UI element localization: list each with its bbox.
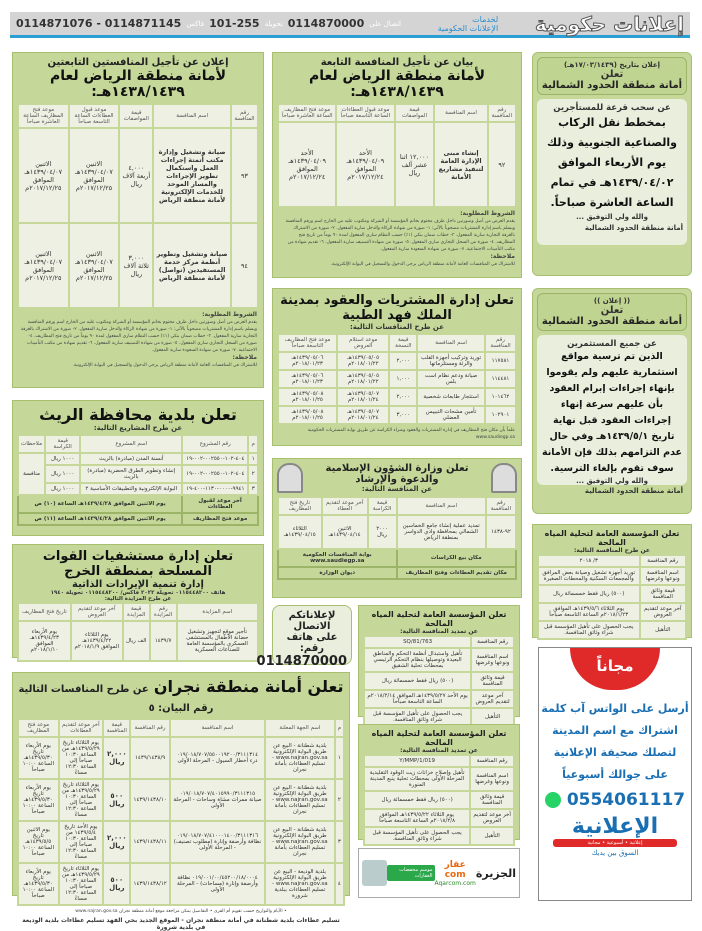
table-row: ٩٣ صيانة وتشغيل وإدارة مكتب أتمتة إجراءات العمل واستكمال تطوير الإجراءات والمسار الموحد للخدمات الإلكترونية لأمانة منطقة الرياض ٤,٠٠٠ أربعة آلاف ريال الاثنين ١٤٣٩/٠٤/٠٧هـ الموافق ٢٠١٧/١٢/٢٥م الاثنين ١٤٣٩/٠٤/٠٧هـ الموافق ٢٠١٧/١٢/٢٥م [18,128,258,223]
ad-swcc-extension-2: تعلن المؤسسة العامة لتحلية المياه المالحة عن تمديد المنافسة التالية: رقم المنافسة Y/MMP/1/019 اسم المنافسة ونوعها وغرضها تأهيل وإصلاح خزانات زيت الوقود التقليدية المرحلة الأولى بمحطات تحلية ينبع المدينة المنورة قيمة وثائق المنافسة (٥٠٠) ريال فقط خمسمائة ريال آخر موعد لتقديم العروض يوم الثلاثاء ١٤٣٩/٥/٢٢هـ الموافق ٢٠١٨/٢/٨م الساعة التاسعة صباحاً التأهيل يجب الحصول على تأهيل المؤسسة قبل شراء وثائق المنافسة. [358,724,520,840]
ad-rayth-municipality: تعلن بلدية محافظة الريث عن طرح المشاريع التالية: م رقم المشروع اسم المشروع قيمة الكراسة ملاحظات ١ ٤٠٤-١٠٢-٠٠٢٥٥٠-٠٠٢-١٩ أنسنة المدن (مبادرة) بالريث ١٠٠٠ ريال منافسة ٢ ٤٠٤-١٠٢-٠٠٢٥٥٠-٠٠٢-١٩ إنشاء وتطوير الطرق الحضرية (مبادرة) بالريث ١٠٠٠ ريال ٣ ٩٩٤١-٠٠٠٠-١١٣٠-٤٠٠-١٩ البوابة الإلكترونية والتطبيقات الأساسية ٢ ١٠٠٠ ريال آخر موعد لقبول العطاءات يوم الاثنين الموافق ١٤٣٩/٤/٢٨هـ الساعة (١٠) ص موعد فتح المظاريف يوم الاثنين الموافق ١٤٣٩/٤/٢٨هـ الساعة (١١) ص [12,400,264,536]
ad-northern-borders-investors: (( إعلان )) تعلن أمانة منطقة الحدود الشمالية عن جميع المستثمرين الذين تم ترسية مواقع استثمارية عليهم ولم يقوموا بإنهاء إجراءات إبرام العقود بأن عليهم سرعة إنهاء إجراءات العقود قبل نهاية تاريخ ١٤٣٩/٥/١هـ وفي حال عدم التزامهم بذلك فإن الأمانة سوف تقوم بإلغاء الترسية. والله ولي التوفيق ... أمانة منطقة الحدود الشمالية [532,288,692,514]
table-row: ٢ بلدية شطنانة - البيع عن طريق البوابة الإلكترونية www.najran.gov.sa - تسليم العطاءات بأمانة نجران ٠١٩/٠١٨/٧٠٧/٤٠١٥٩٩٠/٣١١١٣١٥ صيانة ممرات مشاة وساحات - المرحلة الأولى ١٤٣٩/١٤٣٨/١٠ ٥٠٠ ريال يوم الثلاثاء تاريخ ١٤٣٩/٥/٢٩هـ من الساعة ١٠:٣٠ صباحاً إلى الساعة ١٢:٣٠ مساءً يوم الأربعاء تاريخ ١٤٣٩/٥/٣٠هـ الساعة ١٠:٠٠ صباحاً [18,779,344,821]
table-row: تأجير موقع لتجهيز وتشغيل حضانة الأطفال بالمستشفى العسكري بالمؤسسة العامة للصناعات العسكرية ١٤٣٩/٧ الف ريال يوم الثلاثاء ١٤٣٩/٤/٢٢هـ الموافق ٢٠١٨/١/٩م يوم الأربعاء ١٤٣٩/٤/٢٣هـ الموافق ٢٠١٨/١/١٠م [18,621,258,661]
tender-table: رقم المنافسة اسم المنافسة قيمة الكراسة آخر موعد لتقديم العطاء تاريخ فتح المظاريف ٩٢-١٤٣٨ تمديد عملية إنشاء جامع الخماسين الشمالي بمحافظة وادي الدواسر بمنطقة الرياض ٢٠٠٠ ريال الاثنين ١٤٣٩/٠٤/١٤هـ الثلاثاء ١٤٣٩/٠٤/١٥هـ مكان بيع الكراسات بوابة المنافسات الحكومية www.saudiegp.sa مكان تقديم العطاءات وفتح المظاريف ديوان الوزارة [277,496,517,580]
tender-details-table: رقم المنافسة SQ/81/763 اسم المنافسة ونوعها وغرضها تأهيل واستبدال أنظمة التحكم والمناطق البعيدة وتوصيلها بنظام التحكم الرئيسي بمحطات تحلية الشقيق قيمة وثائق المنافسة (٥٠٠) ريال فقط خمسمائة ريال آخر موعد لتقديم العروض يوم الأحد ١٤٣٩/٥/٢٧هـ الموافق ٢٠١٨/٢/١٤م الساعة التاسعة صباحاً التأهيل يجب الحصول على تأهيل المؤسسة قبل شراء وثائق المنافسة. [363,635,515,727]
projects-table: م رقم المشروع اسم المشروع قيمة الكراسة ملاحظات ١ ٤٠٤-١٠٢-٠٠٢٥٥٠-٠٠٢-١٩ أنسنة المدن (مبادرة) بالريث ١٠٠٠ ريال منافسة ٢ ٤٠٤-١٠٢-٠٠٢٥٥٠-٠٠٢-١٩ إنشاء وتطوير الطرق الحضرية (مبادرة) بالريث ١٠٠٠ ريال ٣ ٩٩٤١-٠٠٠٠-١١٣٠-٤٠٠-١٩ البوابة الإلكترونية والتطبيقات الأساسية ٢ ١٠٠٠ ريال آخر موعد لقبول العطاءات يوم الاثنين الموافق ١٤٣٩/٤/٢٨هـ الساعة (١٠) ص موعد فتح المظاريف يوم الاثنين الموافق ١٤٣٩/٤/٢٨هـ الساعة (١١) ص [17,434,259,526]
tender-table: رقم المنافسة اسم المنافسة قيمة المواصفات موعد قبول العطاءات الساعة التاسعة صباحاً موعد فتح المظاريف الساعة العاشرة صباحاً ٩٣ صيانة وتشغيل وإدارة مكتب أتمتة إجراءات العمل واستكمال تطوير الإجراءات والمسار الموحد للخدمات الإلكترونية لأمانة منطقة الرياض ٤,٠٠٠ أربعة آلاف ريال الاثنين ١٤٣٩/٠٤/٠٧هـ الموافق ٢٠١٧/١٢/٢٥م الاثنين ١٤٣٩/٠٤/٠٧هـ الموافق ٢٠١٧/١٢/٢٥م ٩٤ صيانة وتشغيل وتطوير أنظمة مركز خدمة المستفيدين (تواصل) لأمانة منطقة الرياض ٣,٠٠٠ ثلاثة آلاف ريال الاثنين ١٤٣٩/٠٤/٠٧هـ الموافق ٢٠١٧/١٢/٢٥م الاثنين ١٤٣٩/٠٤/٠٧هـ الموافق ٢٠١٧/١٢/٢٥م [17,103,259,309]
contact-phones: 0114871076 - 0114871145 فاكس 101-255 تحويلة 0114870000 اتصال على [16,17,401,30]
ad-riyadh-postponement-93-94: إعلان عن تأجيل المنافستين التابعتين لأمانة منطقة الرياض لعام ١٤٣٨/١٤٣٩هـ: رقم المنافسة اسم المنافسة قيمة المواصفات موعد قبول العطاءات الساعة التاسعة صباحاً موعد فتح المظاريف الساعة العاشرة صباحاً ٩٣ صيانة وتشغيل وإدارة مكتب أتمتة إجراءات العمل واستكمال تطوير الإجراءات والمسار الموحد للخدمات الإلكترونية لأمانة منطقة الرياض ٤,٠٠٠ أربعة آلاف ريال الاثنين ١٤٣٩/٠٤/٠٧هـ الموافق ٢٠١٧/١٢/٢٥م الاثنين ١٤٣٩/٠٤/٠٧هـ الموافق ٢٠١٧/١٢/٢٥م ٩٤ صيانة وتشغيل وتطوير أنظمة مركز خدمة المستفيدين (تواصل) لأمانة منطقة الرياض ٣,٠٠٠ ثلاثة آلاف ريال الاثنين ١٤٣٩/٠٤/٠٧هـ الموافق ٢٠١٧/١٢/٢٥م الاثنين ١٤٣٩/٠٤/٠٧هـ الموافق ٢٠١٧/١٢/٢٥م الشروط المطلوبة: يقدم العرض من أصل وصورتين داخل ظرف مختوم بخاتم المؤسسة أو الشركة ومكتوب عليه من الخارج اسم ورقم المنافسة ويسلم باسم إدارة المشتريات مصحوباً بالآتي: ١- صورة من شهادة الزكاة والدخل سارية المفعول. ٢- صورة من الاشتراك بالغرفة التجارية سارية المفعول. ٣- خطاب ضمان بنكي (١٪) حسب النظام ساري المفعول لمدة ٩٠ يوماً من تاريخ فتح المظاريف. ٤- صورة من السجل التجاري ساري المفعول. ٥- صورة من شهادة التصنيف سارية المفعول. ٦- تقديم شهادة من مكتب التأمينات الاجتماعية. ٧- صورة من شهادة السعودة سارية المفعول. ملاحظة: للاشتراك في المنافسات العامة لأمانة منطقة الرياض يرجى الدخول والتسجيل في البوابة الإلكترونية. [12,52,264,388]
table-row: ٢ ٤٠٤-١٠٢-٠٠٢٥٥٠-٠٠٢-١٩ إنشاء وتطوير الطرق الحضرية (مبادرة) بالريث ١٠٠٠ ريال [18,465,258,483]
ad-kfmc-procurement: تعلن إدارة المشتريات والعقود بمدينة الملك فهد الطبية عن طرح المنافسات التالية: رقم المنافسة اسم المنافسة قيمة النسخة موعد استلام العروض موعد فتح المظاريف التاسعة صباحاً ١١٧٥٨١ توريد وتركيب أجهزة القلب والرئة ومستلزماتها ٢,٠٠٠ ١٤٣٩/٠٥/٠٥هـ ٢٠١٨/٠١/٢٢م ١٤٣٩/٠٥/٠٦هـ ٢٠١٨/٠١/٢٣م ١١٤٤٨١ صيانة ودعم نظام است بلس ١,٠٠٠ ١٤٣٩/٠٥/٠٥هـ ٢٠١٨/٠١/٢٢م ١٤٣٩/٠٥/٠٦هـ ٢٠١٨/٠١/٢٣م ١٠١٤٦٢ استئجار طابعات شخصية ٢,٠٠٠ ١٤٣٩/٠٥/٠٧هـ ٢٠١٨/٠١/٢٤م ١٤٣٩/٠٥/٠٨هـ ٢٠١٨/٠١/٢٥م ١٠٢٩٠١ تأمين مشحات التبييس العضلي ٣,٠٠٠ ١٤٣٩/٠٥/٠٧هـ ٢٠١٨/٠١/٢٤م ١٤٣٩/٠٥/٠٨هـ ٢٠١٨/٠١/٢٥م علماً بأن مكان فتح المظاريف في إدارة المشتريات والعقود وشراء الكراسة عن طريق بوابة المشتريات الحكومية www.saudiegp.sa [272,288,522,446]
tender-table: رقم المنافسة اسم المنافسة قيمة المواصفات موعد قبول العطاءات الساعة التاسعة صباحاً موعد فتح المظاريف الساعة العاشرة صباحاً ٩٢ إنشاء مبنى الإدارة العامة لتنفيذ مشاريع الأمانة ١٢,٠٠٠ اثنا عشر ألف ريال الأحد ١٤٣٩/٠٤/٠٩هـ الموافق ٢٠١٧/١٢/٢٤م الأحد ١٤٣٩/٠٤/٠٩هـ الموافق ٢٠١٧/١٢/٢٤م [277,103,517,208]
table-row: ٩٢ إنشاء مبنى الإدارة العامة لتنفيذ مشاريع الأمانة ١٢,٠٠٠ اثنا عشر ألف ريال الأحد ١٤٣٩/٠٤/٠٩هـ الموافق ٢٠١٧/١٢/٢٤م الأحد ١٤٣٩/٠٤/٠٩هـ الموافق ٢٠١٧/١٢/٢٤م [278,122,516,207]
ad-kharj-armed-forces-hospitals: تعلن إدارة مستشفيات القوات المسلحة بمنطقة الخرج إدارة تنمية الإيرادات الذاتية هاتف ٠١١٥٤٤٨٢٠٠ تحويلة ٢٠٢٢ فاكس/ ٠١١٥٤٤٨٢٠٠ تحويلة ١٩٤٠ عن طرح المزايدة التالية: اسم المزايدة رقم المزايدة قيمة المزايدة آخر موعد لتقديم العروض تاريخ فتح المظاريف تأجير موقع لتجهيز وتشغيل حضانة الأطفال بالمستشفى العسكري بالمؤسسة العامة للصناعات العسكرية ١٤٣٩/٧ الف ريال يوم الثلاثاء ١٤٣٩/٤/٢٢هـ الموافق ٢٠١٨/١/٩م يوم الأربعاء ١٤٣٩/٤/٢٣هـ الموافق ٢٠١٨/١/١٠م [12,544,264,658]
ad-northern-borders-draw: إعلان بتاريخ (١٧/٠٣/١٤٣٩هـ) تعلن أمانة منطقة الحدود الشمالية عن سحب قرعة للمستأجرين بمخطط نقل الركاب والصناعية الجنوبية وذلك يوم الأربعاء الموافق ١٤٣٩/٠٤/٠٢هـ في تمام الساعة العاشرة صباحاً. والله ولي التوفيق ... أمانة منطقة الحدود الشمالية [532,52,692,276]
aljazirah-logo: الجزيرة [475,866,516,880]
section-title: إعلانات حكومية [534,11,684,36]
fax-numbers: 0114871076 - 0114871145 [16,17,182,30]
table-row: ٩٤ صيانة وتشغيل وتطوير أنظمة مركز خدمة المستفيدين (تواصل) لأمانة منطقة الرياض ٣,٠٠٠ ثلاثة آلاف ريال الاثنين ١٤٣٩/٠٤/٠٧هـ الموافق ٢٠١٧/١٢/٢٥م الاثنين ١٤٣٩/٠٤/٠٧هـ الموافق ٢٠١٧/١٢/٢٥م [18,223,258,308]
table-row: ١١٧٥٨١ توريد وتركيب أجهزة القلب والرئة ومستلزماتها ٢,٠٠٠ ١٤٣٩/٠٥/٠٥هـ ٢٠١٨/٠١/٢٢م ١٤٣٩/٠٥/٠٦هـ ٢٠١٨/٠١/٢٣م [278,352,516,370]
services-label: لخدمات الإعلانات الحكومية [437,14,499,33]
ad-swcc-extension-1: تعلن المؤسسة العامة لتحلية المياه المالحة عن تمديد المنافسة التالية: رقم المنافسة SQ/81/763 اسم المنافسة ونوعها وغرضها تأهيل واستبدال أنظمة التحكم والمناطق البعيدة وتوصيلها بنظام التحكم الرئيسي بمحطات تحلية الشقيق قيمة وثائق المنافسة (٥٠٠) ريال فقط خمسمائة ريال آخر موعد لتقديم العروض يوم الأحد ١٤٣٩/٥/٢٧هـ الموافق ٢٠١٨/٢/١٤م الساعة التاسعة صباحاً التأهيل يجب الحصول على تأهيل المؤسسة قبل شراء وثائق المنافسة. [358,605,520,717]
aqarcom-logo: عقار com [444,859,466,880]
ad-riyadh-postponement-92: بيان عن تأجيل المنافسة التابعة لأمانة منطقة الرياض لعام ١٤٣٨/١٤٣٩هـ: رقم المنافسة اسم المنافسة قيمة المواصفات موعد قبول العطاءات الساعة التاسعة صباحاً موعد فتح المظاريف الساعة العاشرة صباحاً ٩٢ إنشاء مبنى الإدارة العامة لتنفيذ مشاريع الأمانة ١٢,٠٠٠ اثنا عشر ألف ريال الأحد ١٤٣٩/٠٤/٠٩هـ الموافق ٢٠١٧/١٢/٢٤م الأحد ١٤٣٩/٠٤/٠٩هـ الموافق ٢٠١٧/١٢/٢٤م الشروط المطلوبة: يقدم العرض من أصل وصورتين داخل ظرف مختوم بخاتم المؤسسة أو الشركة ومكتوب عليه من الخارج اسم ورقم المنافسة ويسلم باسم إدارة المشتريات مصحوباً بالآتي: ١- صورة من شهادة الزكاة والدخل سارية المفعول. ٢- صورة من الاشتراك بالغرفة التجارية سارية المفعول. ٣- خطاب ضمان بنكي (١٪) حسب النظام ساري المفعول لمدة ٩٠ يوماً من تاريخ فتح المظاريف. ٤- صورة من السجل التجاري ساري المفعول. ٥- صورة من شهادة التصنيف سارية المفعول. ٦- تقديم شهادة من مكتب التأمينات الاجتماعية. ٧- صورة من شهادة السعودة سارية المفعول. ملاحظة: للاشتراك في المنافسات العامة لأمانة منطقة الرياض يرجى الدخول والتسجيل في البوابة الإلكترونية. [272,52,522,278]
table-row: ١٠٢٩٠١ تأمين مشحات التبييس العضلي ٣,٠٠٠ ١٤٣٩/٠٥/٠٧هـ ٢٠١٨/٠١/٢٤م ١٤٣٩/٠٥/٠٨هـ ٢٠١٨/٠١/٢٥م [278,406,516,424]
tender-details-table: رقم المنافسة Y/MMP/1/019 اسم المنافسة ونوعها وغرضها تأهيل وإصلاح خزانات زيت الوقود التقليدية المرحلة الأولى بمحطات تحلية ينبع المدينة المنورة قيمة وثائق المنافسة (٥٠٠) ريال فقط خمسمائة ريال آخر موعد لتقديم العروض يوم الثلاثاء ١٤٣٩/٥/٢٢هـ الموافق ٢٠١٨/٢/٨م الساعة التاسعة صباحاً التأهيل يجب الحصول على تأهيل المؤسسة قبل شراء وثائق المنافسة. [363,754,515,846]
ministry-logo-icon [277,463,303,493]
extension: 101-255 [209,17,260,30]
ad-islamic-affairs: تعلن وزارة الشؤون الإسلامية والدعوة والإرشاد عن المنافسة التالية: رقم المنافسة اسم المنافسة قيمة الكراسة آخر موعد لتقديم العطاء تاريخ فتح المظاريف ٩٢-١٤٣٨ تمديد عملية إنشاء جامع الخماسين الشمالي بمحافظة وادي الدواسر بمنطقة الرياض ٢٠٠٠ ريال الاثنين ١٤٣٩/٠٤/١٤هـ الثلاثاء ١٤٣٩/٠٤/١٥هـ مكان بيع الكراسات بوابة المنافسات الحكومية www.saudiegp.sa مكان تقديم العطاءات وفتح المظاريف ديوان الوزارة [272,458,522,598]
ad-body: الذين تم ترسية مواقع استثمارية عليهم ولم يقوموا بإنهاء إجراءات إبرام العقود بأن عليهم سرعة إنهاء إجراءات العقود قبل نهاية تاريخ ١٤٣٩/٥/١هـ وفي حال عدم التزامهم بذلك فإن الأمانة سوف تقوم بإلغاء الترسية. [541,351,683,474]
table-row: ١ ٤٠٤-١٠٢-٠٠٢٥٥٠-٠٠٢-١٩ أنسنة المدن (مبادرة) بالريث ١٠٠٠ ريال منافسة [18,453,258,465]
table-row: ٩٢-١٤٣٨ تمديد عملية إنشاء جامع الخماسين الشمالي بمحافظة وادي الدواسر بمنطقة الرياض ٢٠٠٠ ريال الاثنين ١٤٣٩/٠٤/١٤هـ الثلاثاء ١٤٣٩/٠٤/١٥هـ [278,515,516,549]
table-row: ١ بلدية شطنانة - البيع عن طريق البوابة الإلكترونية www.najran.gov.sa - تسليم العطاءات بأمانة نجران ٠١٩/٠١٨/٧٠٧/٥٥٠٠١٩٢٠٠/٣١١١٣١٤ درء أخطار السيول - المرحلة الأولى ١٤٣٩/١٤٣٨/٩ ٢,٠٠٠ ريال يوم الثلاثاء تاريخ ١٤٣٩/٥/٢٩هـ من الساعة ١٠:٣٠ صباحاً إلى الساعة ١٢:٣٠ مساءً يوم الأربعاء تاريخ ١٤٣٩/٥/٣٠هـ الساعة ١٠:٠٠ صباحاً [18,737,344,779]
alelanya-logo: الإعلانية [571,814,659,839]
ad-body: بمخطط نقل الركاب والصناعية الجنوبية وذلك يوم الأربعاء الموافق ١٤٣٩/٠٤/٠٢هـ في تمام الساعة العاشرة صباحاً. [547,116,677,209]
auction-table: اسم المزايدة رقم المزايدة قيمة المزايدة آخر موعد لتقديم العروض تاريخ فتح المظاريف تأجير موقع لتجهيز وتشغيل حضانة الأطفال بالمستشفى العسكري بالمؤسسة العامة للصناعات العسكرية ١٤٣٩/٧ الف ريال يوم الثلاثاء ١٤٣٩/٤/٢٢هـ الموافق ٢٠١٨/١/٩م يوم الأربعاء ١٤٣٩/٤/٢٣هـ الموافق ٢٠١٨/١/١٠م [17,602,259,662]
ad-swcc-tender: تعلن المؤسسة العامة لتحلية المياه المالحة عن طرح المنافسة التالية: رقم المنافسة ٣/ ٢٠١٨ اسم المنافسة ونوعها وغرضها توريد أجهزة تشغيل وصيانة بعض المرافق والمجمعات السكنية والمحطات الصغيرة قيمة وثائق المنافسة (٥٠٠) ريال فقط خمسمائة ريال آخر موعد لتقديم العروض يوم الثلاثاء ١٤٣٩/٥/٦هـ الموافق ٢٠١٨/١/٢٣م الساعة التاسعة صباحاً التأهيل يجب الحصول على تأهيل المؤسسة قبل شراء وثائق المنافسة. [532,524,692,638]
contact-box: لإعلاناتكم الاتصال على هاتف رقم: 0114870000 [272,605,352,665]
promo-whatsapp-subscription: مجاناً أرسل على الواتس آب كلمة اشتراك مع اسم المدينة لتصلك صحيفة الإعلانية على جوالك أسبوعياً 0554061117 الإعلانية إعلانية • أسبوعية • مجانية السوق بين يديك [538,647,692,901]
free-badge: مجاناً [570,648,660,690]
ministry-logo-icon [491,463,517,493]
page-header [10,12,690,38]
ad-najran-municipality: تعلن أمانة منطقة نجران عن طرح المنافسات التالية رقم البيان: ٥ م اسم الجهة المعلنة اسم المنافسة رقم المنافسة قيمة المنافسة آخر موعد لتقديم العطاءات موعد فتح المظاريف ١ بلدية شطنانة - البيع عن طريق البوابة الإلكترونية www.najran.gov.sa - تسليم العطاءات بأمانة نجران ٠١٩/٠١٨/٧٠٧/٥٥٠٠١٩٢٠٠/٣١١١٣١٤ درء أخطار السيول - المرحلة الأولى ١٤٣٩/١٤٣٨/٩ ٢,٠٠٠ ريال يوم الثلاثاء تاريخ ١٤٣٩/٥/٢٩هـ من الساعة ١٠:٣٠ صباحاً إلى الساعة ١٢:٣٠ مساءً يوم الأربعاء تاريخ ١٤٣٩/٥/٣٠هـ الساعة ١٠:٠٠ صباحاً ٢ بلدية شطنانة - البيع عن طريق البوابة الإلكترونية www.najran.gov.sa - تسليم العطاءات بأمانة نجران ٠١٩/٠١٨/٧٠٧/٤٠١٥٩٩٠/٣١١١٣١٥ صيانة ممرات مشاة وساحات - المرحلة الأولى ١٤٣٩/١٤٣٨/١٠ ٥٠٠ ريال يوم الثلاثاء تاريخ ١٤٣٩/٥/٢٩هـ من الساعة ١٠:٣٠ صباحاً إلى الساعة ١٢:٣٠ مساءً يوم الأربعاء تاريخ ١٤٣٩/٥/٣٠هـ الساعة ١٠:٠٠ صباحاً ٣ بلدية شطنانة - البيع عن طريق البوابة الإلكترونية www.najran.gov.sa - تسليم العطاءات بأمانة نجران ٠١٩/٠١٨/٧٠٧/٤١٠٠٠١٤٠٠/٣١١١٣١٦ نظافة وأرصفة وإنارة (مطلوب تصنيف) - المرحلة الأولى ١٤٣٩/١٤٣٨/١١ ٢,٠٠٠ ريال يوم الأحد تاريخ ١٤٣٩/٥/٤ من الساعة ١٠:٣٠ صباحاً إلى الساعة ١٢:٣٠ مساءً يوم الاثنين تاريخ ١٤٣٩/٥/٥هـ الساعة ١٠:٠٠ صباحاً ٤ بلدية الوديعة - البيع عن طريق البوابة الإلكترونية www.najran.gov.sa - تسليم العطاءات ببلدية شرورة ٠١٩/٠٠١/٠٠/٤٥٢٠٠/١٨/٠٠٠٤ نظافة وأرصفة وإنارة (مساحات) - المرحلة الأولى ١٤٣٩/١٤٣٨/١٢ ٥٠٠ ريال يوم الثلاثاء تاريخ ١٤٣٩/٥/٢٩هـ من الساعة ١٠:٣٠ صباحاً إلى الساعة ١٢:٣٠ مساءً يوم الأربعاء تاريخ ١٤٣٩/٥/٣٠هـ الساعة ١٠:٠٠ صباحاً • الأيام والتواريخ حسب تقويم أم القرى • التفاصيل يمكن مراجعة موقع أمانة منطقة نجران www.najran.gov.sa تسليم عطاءات بلدية شطنانة في أمانة منطقة نجران - الموقع الجديد بحي الفهد تسليم عطاءات بلدية الوديعة في بلدية شرورة [12,672,350,896]
house-laptop-icon [362,860,387,886]
whatsapp-icon [545,792,561,808]
table-row: ٣ بلدية شطنانة - البيع عن طريق البوابة الإلكترونية www.najran.gov.sa - تسليم العطاءات بأمانة نجران ٠١٩/٠١٨/٧٠٧/٤١٠٠٠١٤٠٠/٣١١١٣١٦ نظافة وأرصفة وإنارة (مطلوب تصنيف) - المرحلة الأولى ١٤٣٩/١٤٣٨/١١ ٢,٠٠٠ ريال يوم الأحد تاريخ ١٤٣٩/٥/٤ من الساعة ١٠:٣٠ صباحاً إلى الساعة ١٢:٣٠ مساءً يوم الاثنين تاريخ ١٤٣٩/٥/٥هـ الساعة ١٠:٠٠ صباحاً [18,821,344,863]
table-row: ١١٤٤٨١ صيانة ودعم نظام است بلس ١,٠٠٠ ١٤٣٩/٠٥/٠٥هـ ٢٠١٨/٠١/٢٢م ١٤٣٩/٠٥/٠٦هـ ٢٠١٨/٠١/٢٣م [278,370,516,388]
main-phone: 0114870000 [287,17,365,30]
contact-phone: 0114870000 [256,654,347,669]
table-row: ١٠١٤٦٢ استئجار طابعات شخصية ٢,٠٠٠ ١٤٣٩/٠٥/٠٧هـ ٢٠١٨/٠١/٢٤م ١٤٣٩/٠٥/٠٨هـ ٢٠١٨/٠١/٢٥م [278,388,516,406]
table-row: ٣ ٩٩٤١-٠٠٠٠-١١٣٠-٤٠٠-١٩ البوابة الإلكترونية والتطبيقات الأساسية ٢ ١٠٠٠ ريال [18,483,258,495]
tender-table: رقم المنافسة اسم المنافسة قيمة النسخة موعد استلام العروض موعد فتح المظاريف التاسعة صباحاً ١١٧٥٨١ توريد وتركيب أجهزة القلب والرئة ومستلزماتها ٢,٠٠٠ ١٤٣٩/٠٥/٠٥هـ ٢٠١٨/٠١/٢٢م ١٤٣٩/٠٥/٠٦هـ ٢٠١٨/٠١/٢٣م ١١٤٤٨١ صيانة ودعم نظام است بلس ١,٠٠٠ ١٤٣٩/٠٥/٠٥هـ ٢٠١٨/٠١/٢٢م ١٤٣٩/٠٥/٠٦هـ ٢٠١٨/٠١/٢٣م ١٠١٤٦٢ استئجار طابعات شخصية ٢,٠٠٠ ١٤٣٩/٠٥/٠٧هـ ٢٠١٨/٠١/٢٤م ١٤٣٩/٠٥/٠٨هـ ٢٠١٨/٠١/٢٥م ١٠٢٩٠١ تأمين مشحات التبييس العضلي ٣,٠٠٠ ١٤٣٩/٠٥/٠٧هـ ٢٠١٨/٠١/٢٤م ١٤٣٩/٠٥/٠٨هـ ٢٠١٨/٠١/٢٥م [277,333,517,425]
table-row: ٤ بلدية الوديعة - البيع عن طريق البوابة الإلكترونية www.najran.gov.sa - تسليم العطاءات ببلدية شرورة ٠١٩/٠٠١/٠٠/٤٥٢٠٠/١٨/٠٠٠٤ نظافة وأرصفة وإنارة (مساحات) - المرحلة الأولى ١٤٣٩/١٤٣٨/١٢ ٥٠٠ ريال يوم الثلاثاء تاريخ ١٤٣٩/٥/٢٩هـ من الساعة ١٠:٣٠ صباحاً إلى الساعة ١٢:٣٠ مساءً يوم الأربعاء تاريخ ١٤٣٩/٥/٣٠هـ الساعة ١٠:٠٠ صباحاً [18,863,344,905]
whatsapp-number[interactable]: 0554061117 [539,790,691,810]
aqarcom-banner[interactable]: الجزيرة عقار com Aqarcom.com موسم مخفضات العقارات [358,848,520,898]
tender-table: م اسم الجهة المعلنة اسم المنافسة رقم المنافسة قيمة المنافسة آخر موعد لتقديم العطاءات موعد فتح المظاريف ١ بلدية شطنانة - البيع عن طريق البوابة الإلكترونية www.najran.gov.sa - تسليم العطاءات بأمانة نجران ٠١٩/٠١٨/٧٠٧/٥٥٠٠١٩٢٠٠/٣١١١٣١٤ درء أخطار السيول - المرحلة الأولى ١٤٣٩/١٤٣٨/٩ ٢,٠٠٠ ريال يوم الثلاثاء تاريخ ١٤٣٩/٥/٢٩هـ من الساعة ١٠:٣٠ صباحاً إلى الساعة ١٢:٣٠ مساءً يوم الأربعاء تاريخ ١٤٣٩/٥/٣٠هـ الساعة ١٠:٠٠ صباحاً ٢ بلدية شطنانة - البيع عن طريق البوابة الإلكترونية www.najran.gov.sa - تسليم العطاءات بأمانة نجران ٠١٩/٠١٨/٧٠٧/٤٠١٥٩٩٠/٣١١١٣١٥ صيانة ممرات مشاة وساحات - المرحلة الأولى ١٤٣٩/١٤٣٨/١٠ ٥٠٠ ريال يوم الثلاثاء تاريخ ١٤٣٩/٥/٢٩هـ من الساعة ١٠:٣٠ صباحاً إلى الساعة ١٢:٣٠ مساءً يوم الأربعاء تاريخ ١٤٣٩/٥/٣٠هـ الساعة ١٠:٠٠ صباحاً ٣ بلدية شطنانة - البيع عن طريق البوابة الإلكترونية www.najran.gov.sa - تسليم العطاءات بأمانة نجران ٠١٩/٠١٨/٧٠٧/٤١٠٠٠١٤٠٠/٣١١١٣١٦ نظافة وأرصفة وإنارة (مطلوب تصنيف) - المرحلة الأولى ١٤٣٩/١٤٣٨/١١ ٢,٠٠٠ ريال يوم الأحد تاريخ ١٤٣٩/٥/٤ من الساعة ١٠:٣٠ صباحاً إلى الساعة ١٢:٣٠ مساءً يوم الاثنين تاريخ ١٤٣٩/٥/٥هـ الساعة ١٠:٠٠ صباحاً ٤ بلدية الوديعة - البيع عن طريق البوابة الإلكترونية www.najran.gov.sa - تسليم العطاءات ببلدية شرورة ٠١٩/٠٠١/٠٠/٤٥٢٠٠/١٨/٠٠٠٤ نظافة وأرصفة وإنارة (مساحات) - المرحلة الأولى ١٤٣٩/١٤٣٨/١٢ ٥٠٠ ريال يوم الثلاثاء تاريخ ١٤٣٩/٥/٢٩هـ من الساعة ١٠:٣٠ صباحاً إلى الساعة ١٢:٣٠ مساءً يوم الأربعاء تاريخ ١٤٣٩/٥/٣٠هـ الساعة ١٠:٠٠ صباحاً [17,718,345,906]
tender-details-table: رقم المنافسة ٣/ ٢٠١٨ اسم المنافسة ونوعها وغرضها توريد أجهزة تشغيل وصيانة بعض المرافق والمجمعات السكنية والمحطات الصغيرة قيمة وثائق المنافسة (٥٠٠) ريال فقط خمسمائة ريال آخر موعد لتقديم العروض يوم الثلاثاء ١٤٣٩/٥/٦هـ الموافق ٢٠١٨/١/٢٣م الساعة التاسعة صباحاً التأهيل يجب الحصول على تأهيل المؤسسة قبل شراء وثائق المنافسة. [537,554,687,640]
